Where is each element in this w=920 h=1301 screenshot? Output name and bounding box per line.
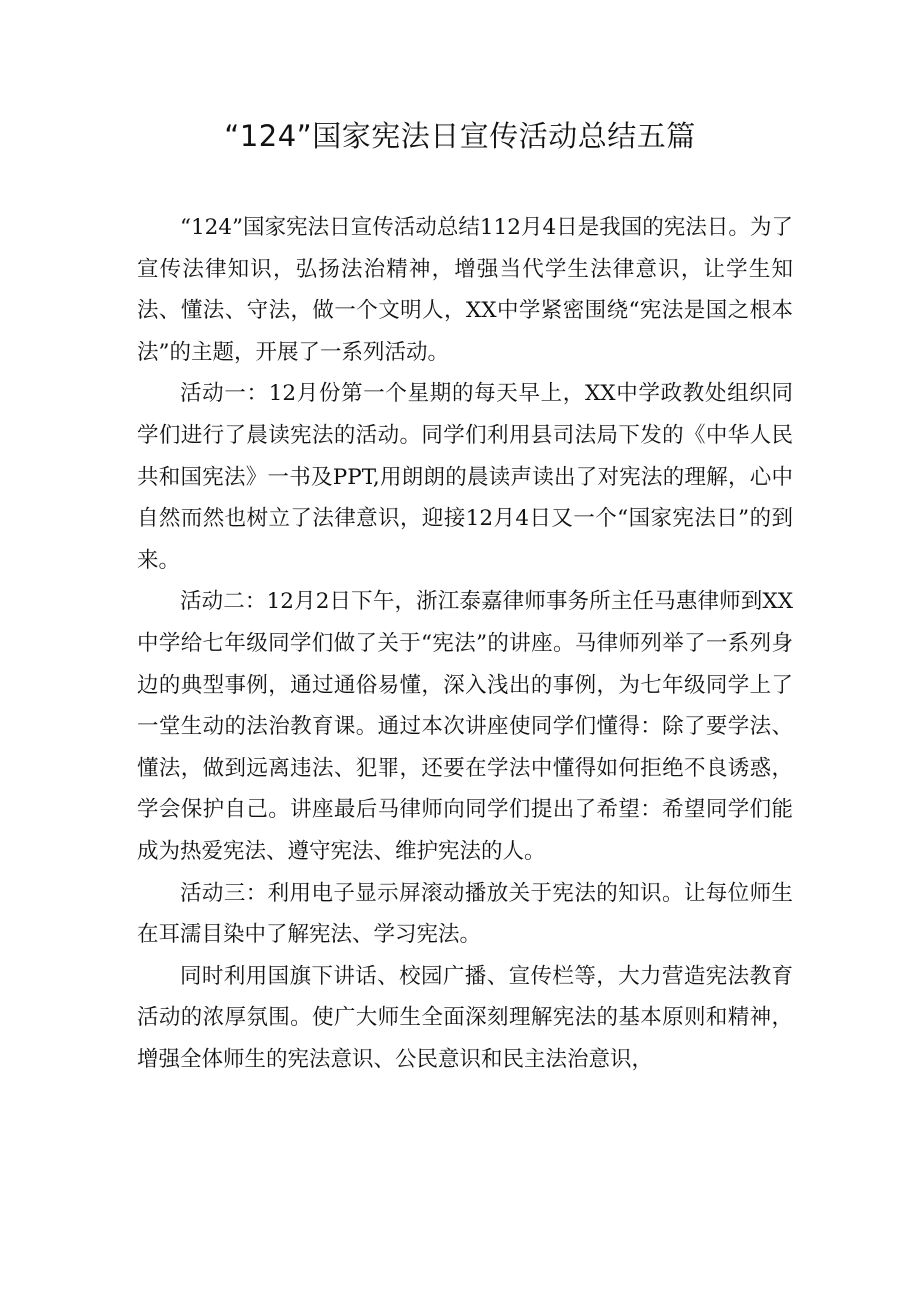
paragraph-promotion: 同时利用国旗下讲话、校园广播、宣传栏等，大力营造宪法教育活动的浓厚氛围。使广大师生全面深刻理解宪法的基本原则和精神，增强全体师生的宪法意识、公民意识和民主法治意识， bbox=[137, 963, 793, 1072]
paragraph-activity-3: 活动三：利用电子显示屏滚动播放关于宪法的知识。让每位师生在耳濡目染中了解宪法、学习宪法。 bbox=[137, 880, 793, 948]
paragraph-intro: “124”国家宪法日宣传活动总结112月4日是我国的宪法日。为了宣传法律知识，弘扬法治精神，增强当代学生法律意识，让学生知法、懂法、守法，做一个文明人，XX中学紧密围绕“宪法是国之根本法”的主题，开展了一系列活动。 bbox=[137, 215, 793, 365]
paragraph-activity-2: 活动二：12月2日下午，浙江泰嘉律师事务所主任马惠律师到XX中学给七年级同学们做了关于“宪法”的讲座。马律师列举了一系列身边的典型事例，通过通俗易懂，深入浅出的事例，为七年级同学上了一堂生动的法治教育课。通过本次讲座使同学们懂得：除了要学法、懂法，做到远离违法、犯罪，还要在学法中懂得如何拒绝不良诱惑，学会保护自己。讲座最后马律师向同学们提出了希望：希望同学们能成为热爱宪法、遵守宪法、维护宪法的人。 bbox=[137, 589, 793, 864]
paragraph-activity-1: 活动一：12月份第一个星期的每天早上，XX中学政教处组织同学们进行了晨读宪法的活动。同学们利用县司法局下发的《中华人民共和国宪法》一书及PPT,用朗朗的晨读声读出了对宪法的理解，心中自然而然也树立了法律意识，迎接12月4日又一个“国家宪法日”的到来。 bbox=[137, 381, 793, 573]
document-title: “124”国家宪法日宣传活动总结五篇 bbox=[224, 119, 696, 153]
document-body bbox=[137, 207, 793, 1080]
